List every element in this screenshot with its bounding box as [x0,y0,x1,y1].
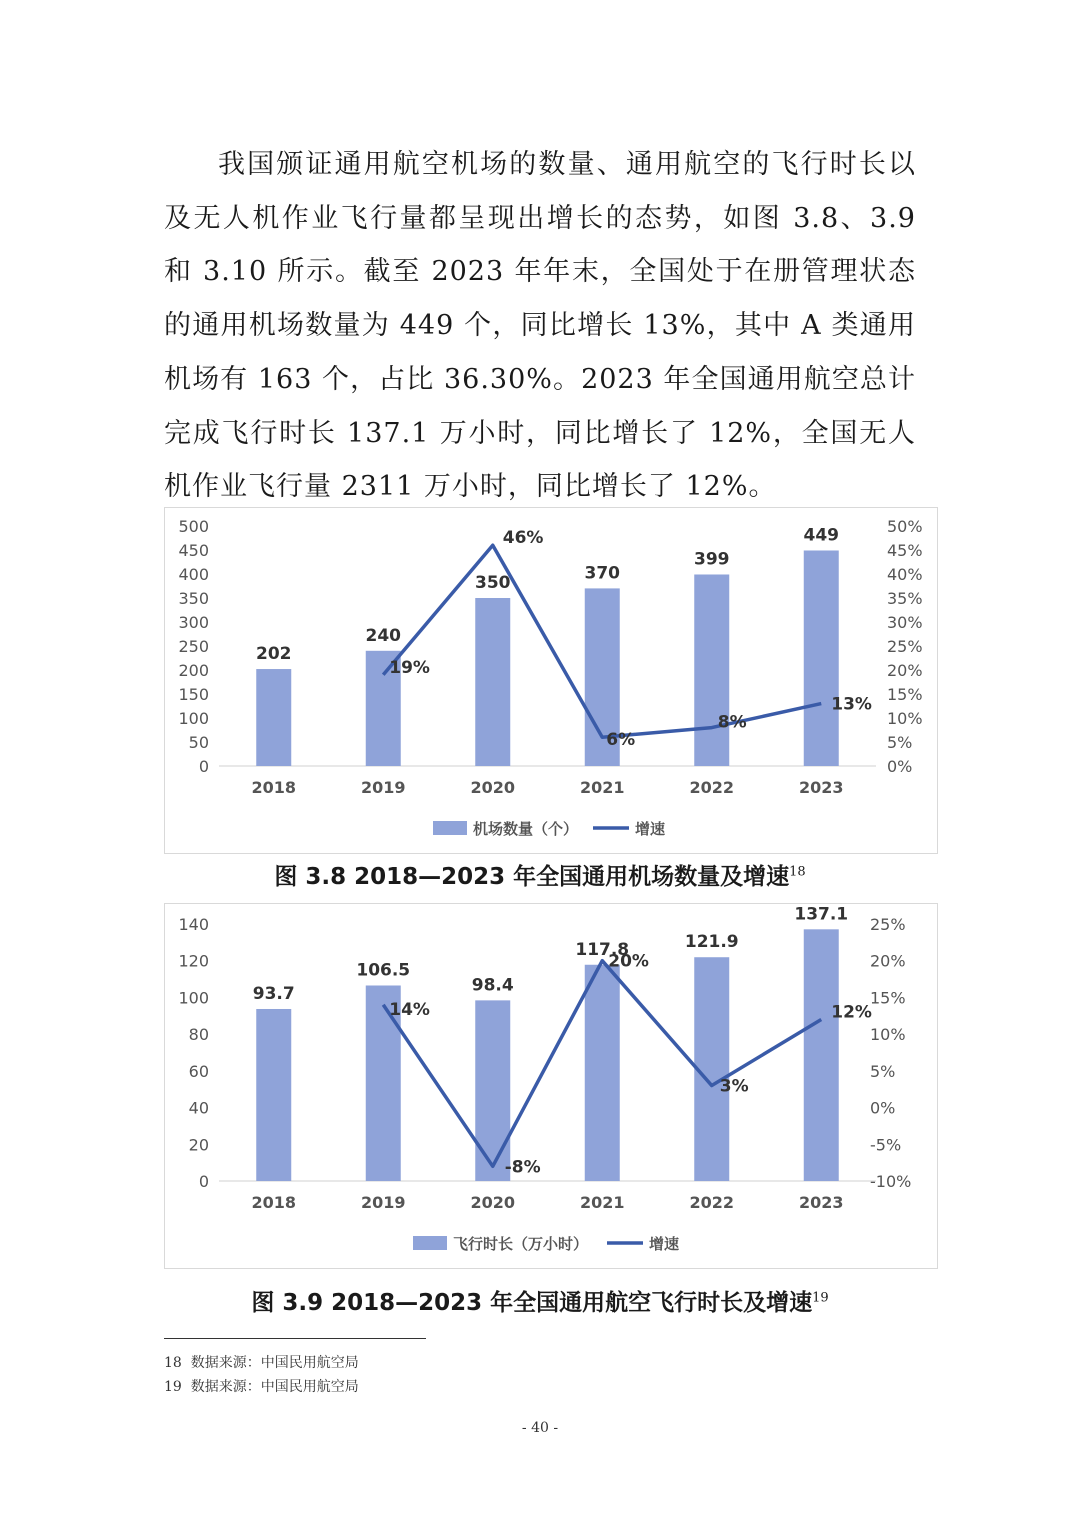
bar-value-label: 117.8 [575,939,630,960]
line-value-label: 12% [831,1002,872,1023]
figure-caption-text: 图 3.8 2018—2023 年全国通用机场数量及增速 [274,864,790,890]
left-axis-tick-label: 500 [178,517,209,536]
bar [694,574,729,766]
bar-value-label: 449 [803,525,839,546]
right-axis-tick-label: 5% [887,733,913,752]
right-axis-tick-label: 0% [870,1098,896,1118]
bar-value-label: 93.7 [252,983,295,1004]
x-axis-tick-label: 2020 [470,778,516,797]
footnote-number: 19 [164,1379,182,1395]
bar-value-label: 121.9 [684,932,739,953]
footnote-ref[interactable]: 18 [789,864,806,880]
left-axis-tick-label: 0 [198,757,209,776]
right-axis-tick-label: 40% [887,565,923,584]
left-axis-tick-label: 450 [178,541,209,560]
left-axis-tick-label: 50 [188,733,209,752]
left-axis-tick-label: 40 [188,1098,209,1118]
right-axis-tick-label: 15% [870,988,906,1008]
right-axis-tick-label: 50% [887,517,923,536]
chart-airport-count-svg [165,508,937,853]
line-value-label: 46% [502,528,544,549]
left-axis-tick-label: 100 [178,709,209,728]
bar-value-label: 399 [694,549,730,570]
x-axis-tick-label: 2020 [470,1193,516,1212]
line-value-label: 8% [717,712,747,733]
legend-bar-label: 飞行时长（万小时） [453,1235,589,1253]
figure-caption-3-9 [0,1284,1080,1317]
left-axis-tick-label: 350 [178,589,209,608]
right-axis-tick-label: 35% [887,589,923,608]
right-axis-tick-label: -10% [870,1172,912,1191]
right-axis-tick-label: 10% [887,709,923,728]
x-axis-tick-label: 2022 [689,1193,735,1212]
footnote [164,1376,359,1396]
left-axis-tick-label: 60 [188,1061,209,1081]
right-axis-tick-label: 25% [887,637,923,656]
right-axis-tick-label: 15% [887,685,923,704]
left-axis-tick-label: 250 [178,637,209,656]
right-axis-tick-label: 30% [887,613,923,632]
right-axis-tick-label: 25% [870,915,906,934]
line-value-label: -8% [504,1157,541,1178]
left-axis-tick-label: 200 [178,661,209,680]
line-value-label: 20% [608,951,649,972]
right-axis-tick-label: 0% [887,757,913,776]
bar-value-label: 137.1 [794,904,849,925]
legend-line-label: 增速 [649,1235,680,1253]
line-value-label: 6% [606,730,636,751]
legend-bar-swatch [413,1236,447,1250]
chart-flight-hours-svg [165,904,937,1268]
line-value-label: 14% [389,999,430,1020]
figure-caption-text: 图 3.9 2018—2023 年全国通用航空飞行时长及增速 [251,1290,813,1316]
right-axis-tick-label: 10% [870,1025,906,1045]
right-axis-tick-label: -5% [870,1135,902,1155]
right-axis-tick-label: 20% [870,951,906,971]
x-axis-tick-label: 2021 [579,1193,625,1212]
bar-value-label: 98.4 [471,975,514,996]
x-axis-tick-label: 2021 [579,778,625,797]
left-axis-tick-label: 400 [178,565,209,584]
left-axis-tick-label: 300 [178,613,209,632]
chart-airport-count [164,507,938,854]
footnote-ref[interactable]: 19 [812,1290,829,1306]
bar [256,1009,291,1181]
footnote-number: 18 [164,1355,182,1371]
left-axis-tick-label: 140 [178,915,209,934]
bar-value-label: 240 [365,625,401,646]
left-axis-tick-label: 20 [188,1135,209,1155]
line-value-label: 3% [719,1076,749,1097]
figure-caption-3-8 [0,858,1080,891]
page-number: - 40 - [521,1420,559,1436]
left-axis-tick-label: 120 [178,951,209,971]
right-axis-tick-label: 45% [887,541,923,560]
right-axis-tick-label: 20% [887,661,923,680]
bar [804,550,839,766]
x-axis-tick-label: 2023 [798,1193,844,1212]
bar [804,929,839,1181]
x-axis-tick-label: 2023 [798,778,844,797]
left-axis-tick-label: 150 [178,685,209,704]
footnote-text: 数据来源：中国民用航空局 [190,1379,359,1395]
bar [256,669,291,766]
chart-flight-hours [164,903,938,1269]
line-value-label: 19% [389,657,430,678]
bar [475,598,510,766]
x-axis-tick-label: 2019 [360,1193,406,1212]
x-axis-tick-label: 2018 [251,778,297,797]
footnote-divider [164,1338,426,1339]
bar-value-label: 202 [256,644,292,665]
legend-bar-swatch [433,821,467,835]
footnote [164,1352,359,1372]
bar [475,1000,510,1181]
line-value-label: 13% [831,694,872,715]
x-axis-tick-label: 2019 [360,778,406,797]
bar-value-label: 370 [584,563,620,584]
left-axis-tick-label: 80 [188,1025,209,1045]
legend-line-label: 增速 [635,820,666,838]
bar [585,965,620,1181]
x-axis-tick-label: 2022 [689,778,735,797]
x-axis-tick-label: 2018 [251,1193,297,1212]
legend-bar-label: 机场数量（个） [473,820,579,838]
body-paragraph: 我国颁证通用航空机场的数量、通用航空的飞行时长以及无人机作业飞行量都呈现出增长的态势，如图 3.8、3.9 和 3.10 所示。截至 2023 年年末，全国处于在册管理状态的通用机场数量为 449 个，同比增长 13%，其中 A 类通用机场有 163 个，占比 36.30%。2023 年全国通用航空总计完成飞行时长 137.1 万小时，同比增长了 12%，全国无人机作业飞行量 2311 万小时，同比增长了 12%。 [164,149,916,503]
left-axis-tick-label: 100 [178,988,209,1008]
footnote-text: 数据来源：中国民用航空局 [190,1355,359,1371]
bar-value-label: 106.5 [356,960,411,981]
right-axis-tick-label: 5% [870,1061,896,1081]
bar-value-label: 350 [475,573,511,593]
left-axis-tick-label: 0 [198,1172,209,1191]
